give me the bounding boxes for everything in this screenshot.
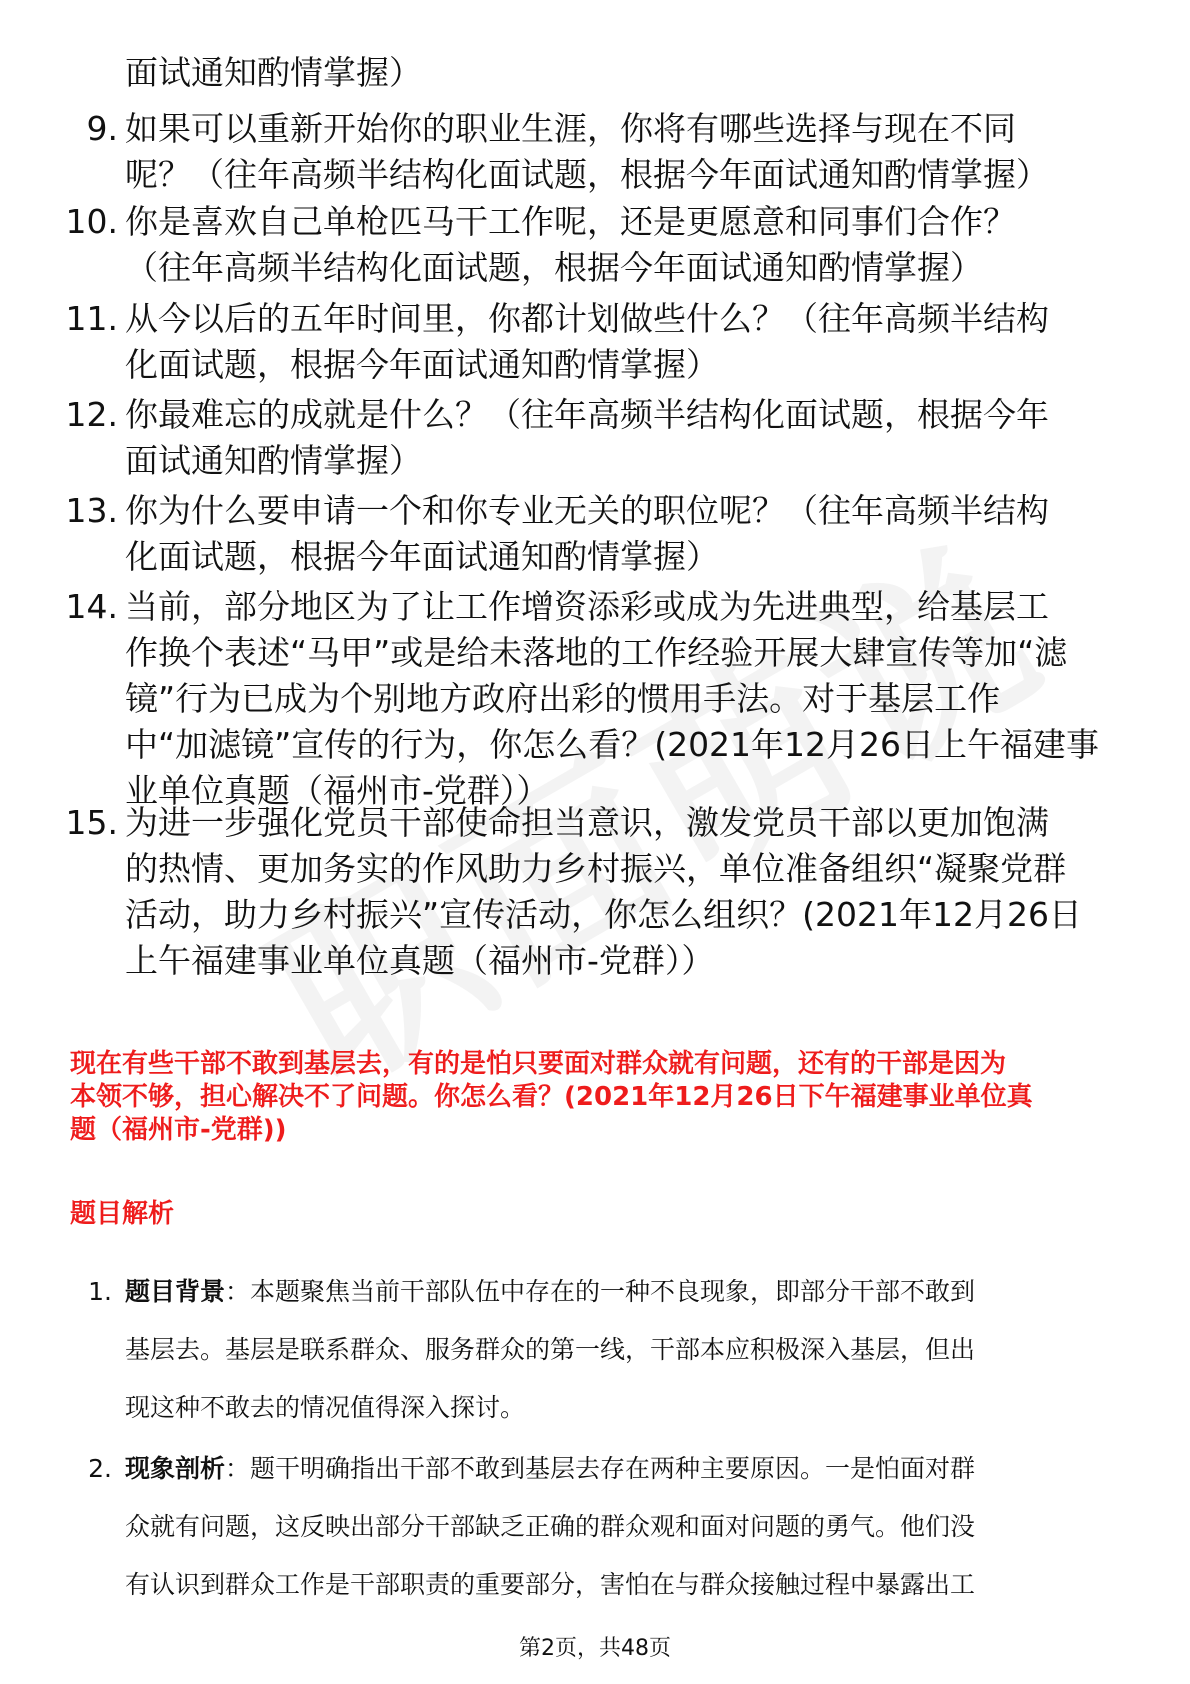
highlighted-question-line: 本领不够，担心解决不了问题。你怎么看？(2021年12月26日下午福建事业单位真 — [70, 1082, 1033, 1112]
question-item-14 — [52, 584, 1132, 814]
previous-item-continuation: 面试通知酌情掌握） — [125, 53, 422, 92]
highlighted-question-line: 题（福州市-党群)) — [70, 1115, 287, 1145]
question-line: 从今以后的五年时间里，你都计划做些什么？（往年高频半结构 — [125, 299, 1049, 338]
analysis-number: 2. — [88, 1454, 112, 1483]
question-item-12 — [52, 392, 1132, 484]
analysis-line: 有认识到群众工作是干部职责的重要部分，害怕在与群众接触过程中暴露出工 — [125, 1570, 976, 1599]
question-line: 化面试题，根据今年面试通知酌情掌握） — [125, 537, 719, 576]
question-number: 14. — [65, 587, 118, 626]
analysis-line — [125, 1440, 1130, 1498]
question-line: 你是喜欢自己单枪匹马干工作呢，还是更愿意和同事们合作？ — [125, 202, 1016, 241]
question-line: 你为什么要申请一个和你专业无关的职位呢？（往年高频半结构 — [125, 491, 1049, 530]
question-number: 15. — [65, 803, 118, 842]
analysis-item-1 — [70, 1263, 1130, 1437]
question-line: 为进一步强化党员干部使命担当意识，激发党员干部以更加饱满 — [125, 803, 1049, 842]
question-item-10 — [52, 199, 1132, 291]
question-number: 10. — [65, 202, 118, 241]
question-number: 12. — [65, 395, 118, 434]
question-line: 的热情、更加务实的作风助力乡村振兴，单位准备组织“凝聚党群 — [125, 849, 1067, 888]
analysis-line — [125, 1263, 1130, 1321]
question-line: 活动，助力乡村振兴”宣传活动，你怎么组织？(2021年12月26日 — [125, 895, 1082, 934]
question-line: 作换个表述“马甲”或是给未落地的工作经验开展大肆宣传等加“滤 — [125, 633, 1068, 672]
question-line: 中“加滤镜”宣传的行为，你怎么看？(2021年12月26日上午福建事 — [125, 725, 1100, 764]
analysis-label: 现象剖析 — [125, 1454, 226, 1483]
question-item-9 — [52, 106, 1132, 198]
analysis-number: 1. — [88, 1277, 112, 1306]
question-line: 当前，部分地区为了让工作增资添彩或成为先进典型，给基层工 — [125, 587, 1049, 626]
analysis-line: 现这种不敢去的情况值得深入探讨。 — [125, 1393, 526, 1422]
analysis-title: 题目解析 — [70, 1199, 175, 1229]
question-line: （往年高频半结构化面试题，根据今年面试通知酌情掌握） — [125, 248, 983, 287]
question-item-15 — [52, 800, 1132, 984]
question-line: 面试通知酌情掌握） — [125, 441, 422, 480]
analysis-label: 题目背景 — [125, 1277, 226, 1306]
analysis-line: 众就有问题，这反映出部分干部缺乏正确的群众观和面对问题的勇气。他们没 — [125, 1512, 976, 1541]
question-line: 业单位真题（福州市-党群）） — [125, 771, 550, 810]
question-line: 上午福建事业单位真题（福州市-党群）） — [125, 941, 715, 980]
question-line: 镜”行为已成为个别地方政府出彩的惯用手法。对于基层工作 — [125, 679, 1001, 718]
question-line: 呢？（往年高频半结构化面试题，根据今年面试通知酌情掌握） — [125, 155, 1049, 194]
question-line: 你最难忘的成就是什么？（往年高频半结构化面试题，根据今年 — [125, 395, 1049, 434]
page-footer: 第2页，共48页 — [519, 1636, 671, 1661]
analysis-line-text: ：本题聚焦当前干部队伍中存在的一种不良现象，即部分干部不敢到 — [225, 1277, 976, 1306]
highlighted-question — [70, 1048, 1130, 1147]
question-number: 11. — [65, 299, 118, 338]
question-number: 13. — [65, 491, 118, 530]
analysis-line-text: ：题干明确指出干部不敢到基层去存在两种主要原因。一是怕面对群 — [225, 1454, 976, 1483]
question-line: 化面试题，根据今年面试通知酌情掌握） — [125, 345, 719, 384]
highlighted-question-line: 现在有些干部不敢到基层去，有的是怕只要面对群众就有问题，还有的干部是因为 — [70, 1049, 1007, 1079]
question-item-11 — [52, 296, 1132, 388]
question-number: 9. — [86, 109, 118, 148]
analysis-line: 基层去。基层是联系群众、服务群众的第一线，干部本应积极深入基层，但出 — [125, 1335, 976, 1364]
analysis-item-2 — [70, 1440, 1130, 1614]
question-item-13 — [52, 488, 1132, 580]
question-line: 如果可以重新开始你的职业生涯，你将有哪些选择与现在不同 — [125, 109, 1016, 148]
